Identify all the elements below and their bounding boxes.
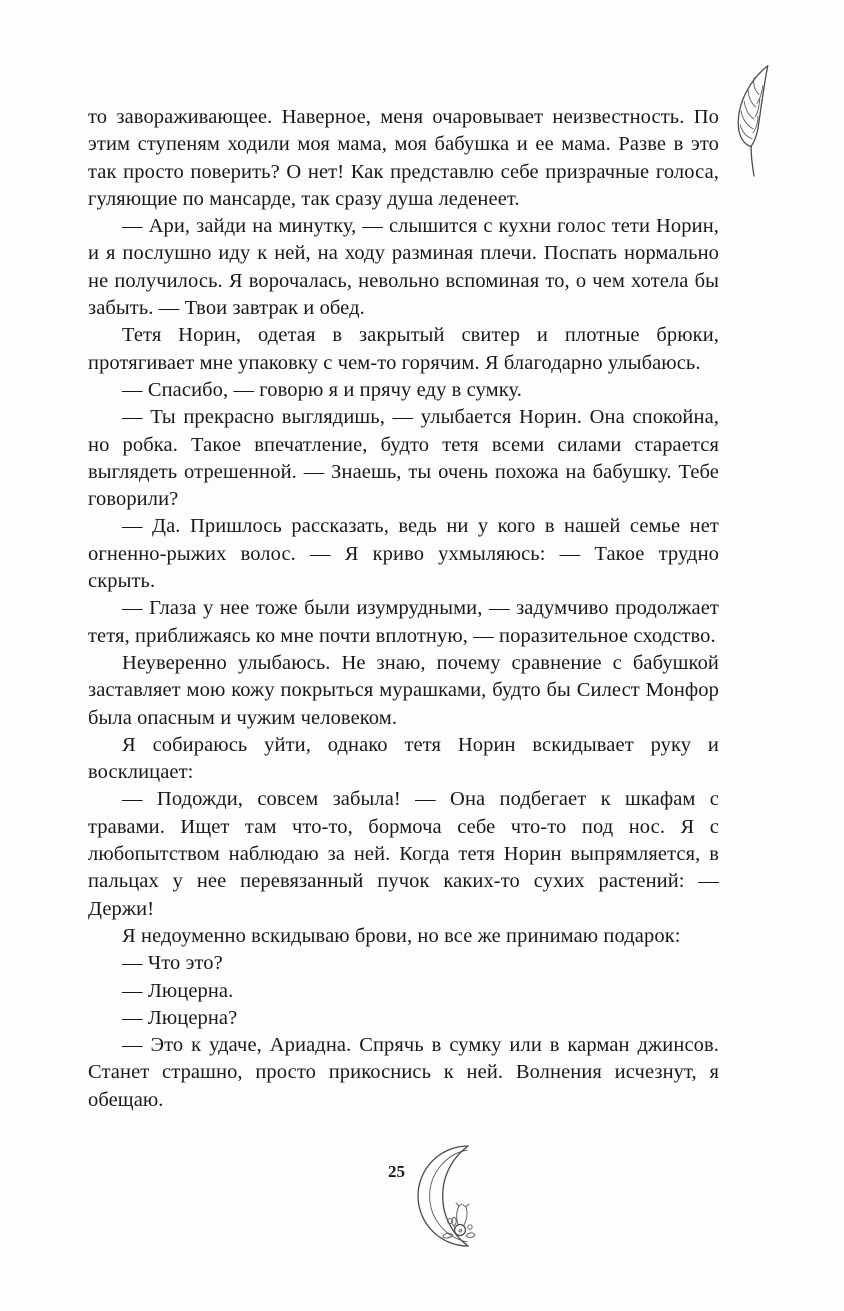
paragraph: — Что это? (122, 952, 223, 975)
paragraph: — Люцерна? (122, 1006, 238, 1029)
feather-ornament-icon (724, 60, 784, 178)
paragraph: — Люцерна. (122, 979, 234, 1002)
paragraph: Тетя Норин, одетая в закрытый свитер и плотные брюки, протягивает мне упаковку с чем-то горячим. Я благодарно улыбаюсь. (88, 324, 719, 374)
paragraph: — Спасибо, — говорю я и прячу еду в сумку. (122, 378, 523, 401)
paragraph: — Подожди, совсем забыла! — Она подбегает к шкафам с травами. Ищет там что-то, бормоча себе что-то под нос. Я с любопытством наблюдаю за ней. Когда тетя Норин выпрямляется, в пальцах у нее перевязанный пучок каких-то сухих растений: — Держи! (88, 788, 719, 920)
paragraph: — Ари, зайди на минутку, — слышится с кухни голос тети Норин, и я послушно иду к ней, на ходу разминая плечи. Поспать нормально не получилось. Я ворочалась, невольно вспоминая то, о чем хотела бы забыть. — Твои завтрак и обед. (88, 215, 719, 320)
paragraph: Неуверенно улыбаюсь. Не знаю, почему сравнение с бабушкой заставляет мою кожу покрыться мурашками, будто бы Силест Монфор была опасным и чужим человеком. (88, 651, 719, 729)
page-text (88, 104, 719, 1114)
paragraph: — Глаза у нее тоже были изумрудными, — задумчиво продолжает тетя, приближаясь ко мне почти вплотную, — поразительное сходство. (88, 597, 719, 647)
paragraph: Я собираюсь уйти, однако тетя Норин вскидывает руку и восклицает: (88, 733, 719, 784)
moon-flowers-ornament-icon (404, 1140, 498, 1250)
page-number: 25 (388, 1162, 405, 1181)
paragraph: Я недоуменно вскидываю брови, но все же принимаю подарок: (122, 924, 681, 947)
paragraph: — Ты прекрасно выглядишь, — улыбается Норин. Она спокойна, но робка. Такое впечатление, будто тетя всеми силами старается выглядеть отрешенной. — Знаешь, ты очень похожа на бабушку. Тебе говорили? (88, 406, 719, 511)
paragraph: то завораживающее. Наверное, меня очаровывает неизвестность. По этим ступеням ходили моя мама, моя бабушка и ее мама. Разве в это так просто поверить? О нет! Как представлю себе призрачные голоса, гуляющие по мансарде, так сразу душа леденеет. (88, 106, 719, 210)
paragraph: — Это к удаче, Ариадна. Спрячь в сумку или в карман джинсов. Станет страшно, просто прикоснись к ней. Волнения исчезнут, я обещаю. (88, 1034, 719, 1111)
paragraph: — Да. Пришлось рассказать, ведь ни у кого в нашей семье нет огненно-рыжих волос. — Я криво ухмыляюсь: — Такое трудно скрыть. (88, 515, 719, 593)
